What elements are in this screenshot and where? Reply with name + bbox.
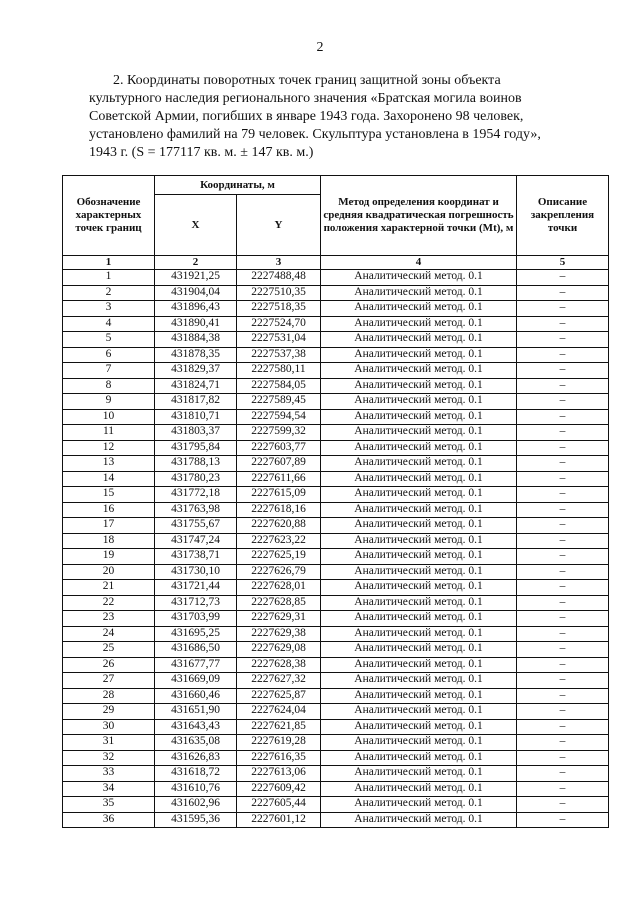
- point-number-cell: 14: [63, 471, 155, 487]
- method-cell: Аналитический метод. 0.1: [321, 502, 517, 518]
- paragraph-line: Советской Армии, погибших в январе 1943 года. Захоронено 98 человек,: [89, 109, 524, 124]
- y-coordinate-cell: 2227607,89: [237, 456, 321, 472]
- table-row: [63, 487, 609, 503]
- point-number-cell: 4: [63, 316, 155, 332]
- y-coordinate-cell: 2227628,38: [237, 657, 321, 673]
- point-number-cell: 25: [63, 642, 155, 658]
- table-row: [63, 316, 609, 332]
- point-number-cell: 18: [63, 533, 155, 549]
- header-method: Метод определения координат и средняя квадратическая погрешность положения характерной точки (Mt), м: [321, 176, 517, 256]
- description-cell: –: [517, 316, 609, 332]
- y-coordinate-cell: 2227609,42: [237, 781, 321, 797]
- table-row: [63, 611, 609, 627]
- method-cell: Аналитический метод. 0.1: [321, 409, 517, 425]
- x-coordinate-cell: 431712,73: [155, 595, 237, 611]
- point-number-cell: 15: [63, 487, 155, 503]
- table-row: [63, 797, 609, 813]
- point-number-cell: 21: [63, 580, 155, 596]
- method-cell: Аналитический метод. 0.1: [321, 688, 517, 704]
- table-row: [63, 456, 609, 472]
- y-coordinate-cell: 2227616,35: [237, 750, 321, 766]
- y-coordinate-cell: 2227603,77: [237, 440, 321, 456]
- x-coordinate-cell: 431763,98: [155, 502, 237, 518]
- column-number: 1: [63, 256, 155, 270]
- method-cell: Аналитический метод. 0.1: [321, 285, 517, 301]
- x-coordinate-cell: 431817,82: [155, 394, 237, 410]
- x-coordinate-cell: 431595,36: [155, 812, 237, 828]
- description-cell: –: [517, 332, 609, 348]
- point-number-cell: 3: [63, 301, 155, 317]
- y-coordinate-cell: 2227625,87: [237, 688, 321, 704]
- x-coordinate-cell: 431780,23: [155, 471, 237, 487]
- x-coordinate-cell: 431890,41: [155, 316, 237, 332]
- method-cell: Аналитический метод. 0.1: [321, 719, 517, 735]
- x-coordinate-cell: 431896,43: [155, 301, 237, 317]
- y-coordinate-cell: 2227628,01: [237, 580, 321, 596]
- description-cell: –: [517, 394, 609, 410]
- y-coordinate-cell: 2227627,32: [237, 673, 321, 689]
- point-number-cell: 35: [63, 797, 155, 813]
- table-row: [63, 750, 609, 766]
- method-cell: Аналитический метод. 0.1: [321, 781, 517, 797]
- x-coordinate-cell: 431904,04: [155, 285, 237, 301]
- method-cell: Аналитический метод. 0.1: [321, 270, 517, 286]
- point-number-cell: 32: [63, 750, 155, 766]
- point-number-cell: 10: [63, 409, 155, 425]
- description-cell: –: [517, 533, 609, 549]
- table-row: [63, 471, 609, 487]
- point-number-cell: 22: [63, 595, 155, 611]
- description-cell: –: [517, 301, 609, 317]
- method-cell: Аналитический метод. 0.1: [321, 673, 517, 689]
- method-cell: Аналитический метод. 0.1: [321, 626, 517, 642]
- table-body: [63, 270, 609, 828]
- point-number-cell: 13: [63, 456, 155, 472]
- method-cell: Аналитический метод. 0.1: [321, 812, 517, 828]
- y-coordinate-cell: 2227518,35: [237, 301, 321, 317]
- description-cell: –: [517, 580, 609, 596]
- y-coordinate-cell: 2227613,06: [237, 766, 321, 782]
- method-cell: Аналитический метод. 0.1: [321, 735, 517, 751]
- table-row: [63, 812, 609, 828]
- column-number: 5: [517, 256, 609, 270]
- description-cell: –: [517, 704, 609, 720]
- x-coordinate-cell: 431824,71: [155, 378, 237, 394]
- y-coordinate-cell: 2227625,19: [237, 549, 321, 565]
- x-coordinate-cell: 431695,25: [155, 626, 237, 642]
- table-row: [63, 642, 609, 658]
- method-cell: Аналитический метод. 0.1: [321, 471, 517, 487]
- method-cell: Аналитический метод. 0.1: [321, 347, 517, 363]
- x-coordinate-cell: 431878,35: [155, 347, 237, 363]
- x-coordinate-cell: 431686,50: [155, 642, 237, 658]
- point-number-cell: 1: [63, 270, 155, 286]
- method-cell: Аналитический метод. 0.1: [321, 332, 517, 348]
- y-coordinate-cell: 2227594,54: [237, 409, 321, 425]
- paragraph-line: 2. Координаты поворотных точек границ защитной зоны объекта: [113, 73, 501, 88]
- y-coordinate-cell: 2227629,08: [237, 642, 321, 658]
- table-row: [63, 673, 609, 689]
- method-cell: Аналитический метод. 0.1: [321, 595, 517, 611]
- x-coordinate-cell: 431643,43: [155, 719, 237, 735]
- x-coordinate-cell: 431755,67: [155, 518, 237, 534]
- description-cell: –: [517, 347, 609, 363]
- table-row: [63, 301, 609, 317]
- point-number-cell: 6: [63, 347, 155, 363]
- method-cell: Аналитический метод. 0.1: [321, 316, 517, 332]
- description-cell: –: [517, 518, 609, 534]
- description-cell: –: [517, 673, 609, 689]
- method-cell: Аналитический метод. 0.1: [321, 394, 517, 410]
- point-number-cell: 24: [63, 626, 155, 642]
- point-number-cell: 19: [63, 549, 155, 565]
- point-number-cell: 36: [63, 812, 155, 828]
- x-coordinate-cell: 431626,83: [155, 750, 237, 766]
- x-coordinate-cell: 431810,71: [155, 409, 237, 425]
- point-number-cell: 11: [63, 425, 155, 441]
- point-number-cell: 34: [63, 781, 155, 797]
- method-cell: Аналитический метод. 0.1: [321, 750, 517, 766]
- table-row: [63, 657, 609, 673]
- description-cell: –: [517, 564, 609, 580]
- y-coordinate-cell: 2227611,66: [237, 471, 321, 487]
- method-cell: Аналитический метод. 0.1: [321, 564, 517, 580]
- method-cell: Аналитический метод. 0.1: [321, 549, 517, 565]
- x-coordinate-cell: 431602,96: [155, 797, 237, 813]
- table-row: [63, 363, 609, 379]
- point-number-cell: 8: [63, 378, 155, 394]
- y-coordinate-cell: 2227618,16: [237, 502, 321, 518]
- x-coordinate-cell: 431651,90: [155, 704, 237, 720]
- table-row: [63, 533, 609, 549]
- table-row: [63, 440, 609, 456]
- y-coordinate-cell: 2227621,85: [237, 719, 321, 735]
- description-cell: –: [517, 766, 609, 782]
- table-row: [63, 347, 609, 363]
- table-row: [63, 719, 609, 735]
- paragraph-line: установлено фамилий на 79 человек. Скульптура установлена в 1954 году»,: [89, 127, 541, 142]
- column-number: 4: [321, 256, 517, 270]
- x-coordinate-cell: 431721,44: [155, 580, 237, 596]
- method-cell: Аналитический метод. 0.1: [321, 657, 517, 673]
- table-row: [63, 595, 609, 611]
- y-coordinate-cell: 2227531,04: [237, 332, 321, 348]
- x-coordinate-cell: 431610,76: [155, 781, 237, 797]
- table-row: [63, 378, 609, 394]
- description-cell: –: [517, 657, 609, 673]
- description-cell: –: [517, 626, 609, 642]
- point-number-cell: 9: [63, 394, 155, 410]
- x-coordinate-cell: 431884,38: [155, 332, 237, 348]
- table-row: [63, 580, 609, 596]
- method-cell: Аналитический метод. 0.1: [321, 456, 517, 472]
- x-coordinate-cell: 431795,84: [155, 440, 237, 456]
- header-point-designation: Обозначение характерных точек границ: [63, 176, 155, 256]
- description-cell: –: [517, 719, 609, 735]
- column-number: 2: [155, 256, 237, 270]
- y-coordinate-cell: 2227624,04: [237, 704, 321, 720]
- x-coordinate-cell: 431677,77: [155, 657, 237, 673]
- x-coordinate-cell: 431772,18: [155, 487, 237, 503]
- y-coordinate-cell: 2227615,09: [237, 487, 321, 503]
- x-coordinate-cell: 431738,71: [155, 549, 237, 565]
- x-coordinate-cell: 431730,10: [155, 564, 237, 580]
- y-coordinate-cell: 2227599,32: [237, 425, 321, 441]
- table-row: [63, 409, 609, 425]
- table-row: [63, 704, 609, 720]
- table-row: [63, 270, 609, 286]
- point-number-cell: 26: [63, 657, 155, 673]
- header-y: Y: [237, 195, 321, 256]
- method-cell: Аналитический метод. 0.1: [321, 440, 517, 456]
- x-coordinate-cell: 431921,25: [155, 270, 237, 286]
- table-row: [63, 626, 609, 642]
- description-cell: –: [517, 642, 609, 658]
- y-coordinate-cell: 2227584,05: [237, 378, 321, 394]
- y-coordinate-cell: 2227629,38: [237, 626, 321, 642]
- point-number-cell: 12: [63, 440, 155, 456]
- description-cell: –: [517, 487, 609, 503]
- description-cell: –: [517, 797, 609, 813]
- description-cell: –: [517, 363, 609, 379]
- description-cell: –: [517, 502, 609, 518]
- point-number-cell: 7: [63, 363, 155, 379]
- y-coordinate-cell: 2227589,45: [237, 394, 321, 410]
- method-cell: Аналитический метод. 0.1: [321, 797, 517, 813]
- section-paragraph: [89, 72, 587, 162]
- point-number-cell: 23: [63, 611, 155, 627]
- x-coordinate-cell: 431803,37: [155, 425, 237, 441]
- table-row: [63, 394, 609, 410]
- point-number-cell: 16: [63, 502, 155, 518]
- y-coordinate-cell: 2227623,22: [237, 533, 321, 549]
- description-cell: –: [517, 750, 609, 766]
- table-row: [63, 425, 609, 441]
- y-coordinate-cell: 2227619,28: [237, 735, 321, 751]
- description-cell: –: [517, 409, 609, 425]
- table-row: [63, 502, 609, 518]
- point-number-cell: 20: [63, 564, 155, 580]
- x-coordinate-cell: 431788,13: [155, 456, 237, 472]
- header-description: Описание закрепления точки: [517, 176, 609, 256]
- table-row: [63, 688, 609, 704]
- table-row: [63, 518, 609, 534]
- x-coordinate-cell: 431618,72: [155, 766, 237, 782]
- method-cell: Аналитический метод. 0.1: [321, 487, 517, 503]
- method-cell: Аналитический метод. 0.1: [321, 533, 517, 549]
- point-number-cell: 28: [63, 688, 155, 704]
- y-coordinate-cell: 2227488,48: [237, 270, 321, 286]
- method-cell: Аналитический метод. 0.1: [321, 301, 517, 317]
- table-row: [63, 285, 609, 301]
- description-cell: –: [517, 781, 609, 797]
- y-coordinate-cell: 2227628,85: [237, 595, 321, 611]
- x-coordinate-cell: 431829,37: [155, 363, 237, 379]
- x-coordinate-cell: 431635,08: [155, 735, 237, 751]
- description-cell: –: [517, 440, 609, 456]
- x-coordinate-cell: 431747,24: [155, 533, 237, 549]
- point-number-cell: 17: [63, 518, 155, 534]
- description-cell: –: [517, 812, 609, 828]
- y-coordinate-cell: 2227580,11: [237, 363, 321, 379]
- description-cell: –: [517, 611, 609, 627]
- table-row: [63, 564, 609, 580]
- y-coordinate-cell: 2227524,70: [237, 316, 321, 332]
- method-cell: Аналитический метод. 0.1: [321, 425, 517, 441]
- x-coordinate-cell: 431669,09: [155, 673, 237, 689]
- description-cell: –: [517, 735, 609, 751]
- y-coordinate-cell: 2227601,12: [237, 812, 321, 828]
- method-cell: Аналитический метод. 0.1: [321, 378, 517, 394]
- x-coordinate-cell: 431660,46: [155, 688, 237, 704]
- description-cell: –: [517, 378, 609, 394]
- method-cell: Аналитический метод. 0.1: [321, 766, 517, 782]
- paragraph-line: культурного наследия регионального значения «Братская могила воинов: [89, 91, 522, 106]
- x-coordinate-cell: 431703,99: [155, 611, 237, 627]
- coordinates-table: [62, 175, 609, 828]
- y-coordinate-cell: 2227620,88: [237, 518, 321, 534]
- description-cell: –: [517, 270, 609, 286]
- point-number-cell: 27: [63, 673, 155, 689]
- y-coordinate-cell: 2227629,31: [237, 611, 321, 627]
- description-cell: –: [517, 425, 609, 441]
- header-x: X: [155, 195, 237, 256]
- y-coordinate-cell: 2227537,38: [237, 347, 321, 363]
- table-row: [63, 781, 609, 797]
- point-number-cell: 31: [63, 735, 155, 751]
- method-cell: Аналитический метод. 0.1: [321, 518, 517, 534]
- point-number-cell: 2: [63, 285, 155, 301]
- method-cell: Аналитический метод. 0.1: [321, 611, 517, 627]
- page-number: 2: [316, 40, 324, 55]
- description-cell: –: [517, 456, 609, 472]
- method-cell: Аналитический метод. 0.1: [321, 363, 517, 379]
- method-cell: Аналитический метод. 0.1: [321, 580, 517, 596]
- header-coordinates: Координаты, м: [155, 176, 321, 195]
- description-cell: –: [517, 549, 609, 565]
- point-number-cell: 29: [63, 704, 155, 720]
- point-number-cell: 33: [63, 766, 155, 782]
- description-cell: –: [517, 471, 609, 487]
- point-number-cell: 5: [63, 332, 155, 348]
- method-cell: Аналитический метод. 0.1: [321, 704, 517, 720]
- table-row: [63, 735, 609, 751]
- paragraph-line: 1943 г. (S = 177117 кв. м. ± 147 кв. м.): [89, 145, 314, 160]
- method-cell: Аналитический метод. 0.1: [321, 642, 517, 658]
- y-coordinate-cell: 2227605,44: [237, 797, 321, 813]
- point-number-cell: 30: [63, 719, 155, 735]
- description-cell: –: [517, 285, 609, 301]
- description-cell: –: [517, 595, 609, 611]
- table-row: [63, 332, 609, 348]
- y-coordinate-cell: 2227626,79: [237, 564, 321, 580]
- column-number: 3: [237, 256, 321, 270]
- y-coordinate-cell: 2227510,35: [237, 285, 321, 301]
- table-row: [63, 549, 609, 565]
- table-row: [63, 766, 609, 782]
- description-cell: –: [517, 688, 609, 704]
